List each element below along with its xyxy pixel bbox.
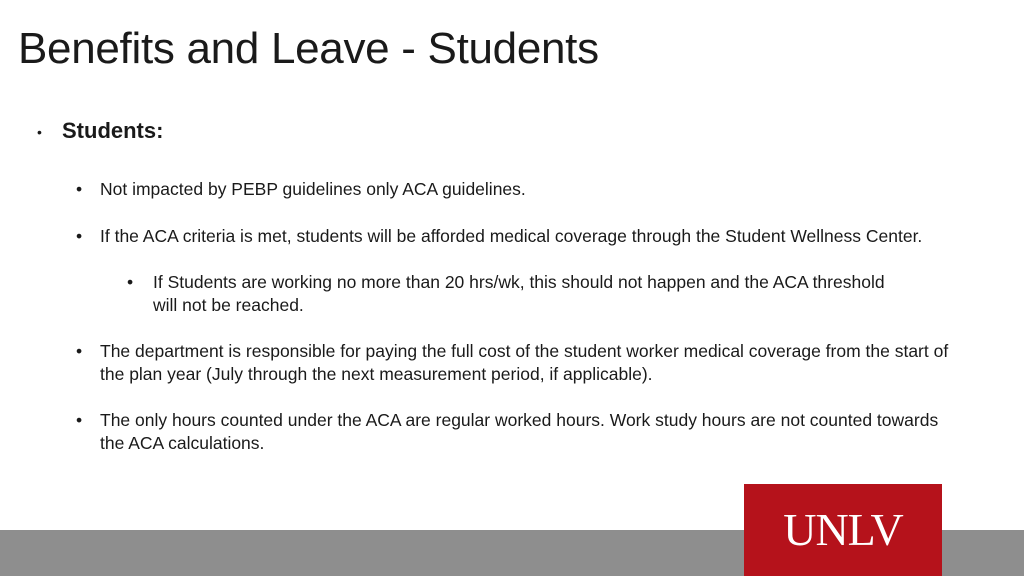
students-heading: Students:	[62, 118, 164, 143]
list-item	[76, 340, 950, 386]
bullet-icon: •	[127, 272, 134, 292]
unlv-logo	[744, 484, 942, 576]
slide-title: Benefits and Leave - Students	[18, 24, 599, 73]
sub-list-item	[127, 271, 913, 317]
list-item-text: Not impacted by PEBP guidelines only ACA guidelines.	[100, 179, 526, 199]
students-heading-bullet	[37, 118, 164, 144]
list-item	[76, 178, 950, 201]
list-item	[76, 409, 950, 455]
bullet-icon: •	[37, 124, 42, 140]
list-item-text: If the ACA criteria is met, students will be afforded medical coverage through the Student Wellness Center.	[100, 226, 923, 246]
bullet-icon: •	[76, 410, 83, 430]
bullet-icon: •	[76, 226, 83, 246]
sub-list-item-text: If Students are working no more than 20 hrs/wk, this should not happen and the ACA threshold will not be reached.	[153, 272, 885, 315]
list-item	[76, 225, 950, 248]
bullet-icon: •	[76, 179, 83, 199]
logo-text: UNLV	[783, 504, 903, 555]
list-item-text: The department is responsible for paying the full cost of the student worker medical coverage from the start of the plan year (July through the next measurement period, if applicable).	[100, 341, 949, 384]
list-item-text: The only hours counted under the ACA are regular worked hours. Work study hours are not counted towards the ACA calculations.	[100, 410, 939, 453]
bullet-icon: •	[76, 341, 83, 361]
